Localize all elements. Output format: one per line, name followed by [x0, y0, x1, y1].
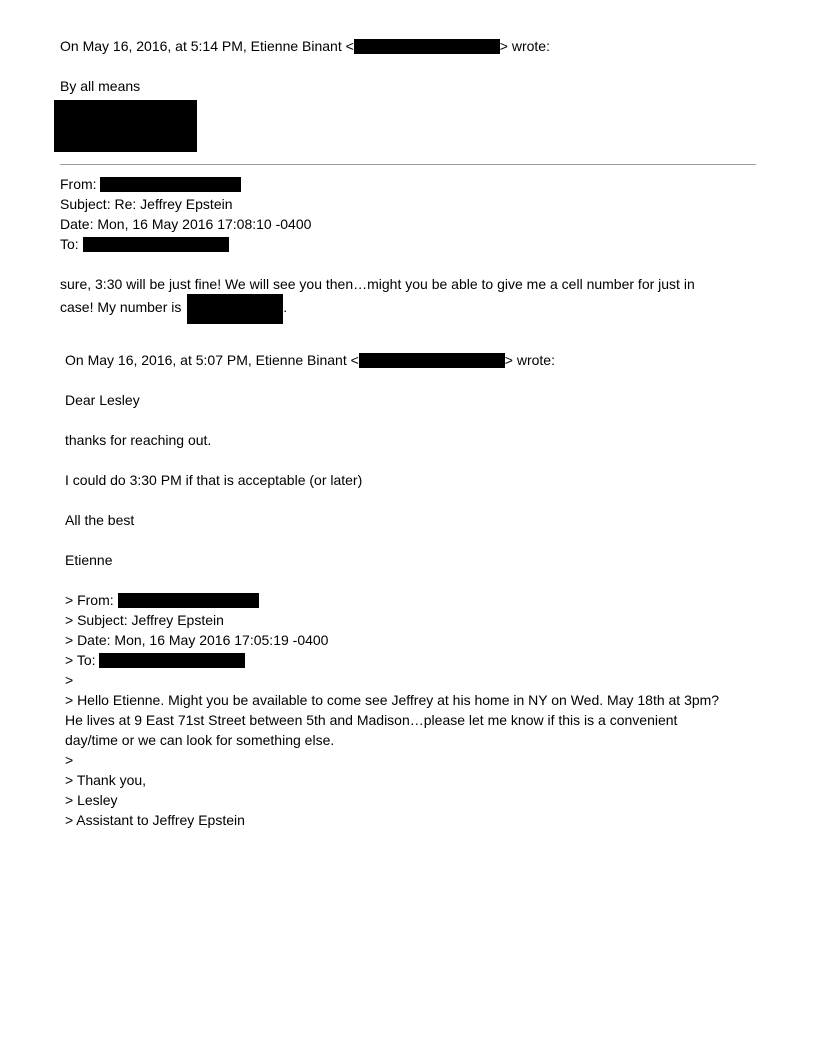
original-blank-2: >	[65, 752, 74, 768]
original-to	[65, 650, 245, 670]
redacted-email	[359, 353, 505, 368]
redacted-email	[354, 39, 500, 54]
quoted-header	[65, 350, 555, 370]
separator-rule	[60, 164, 756, 165]
redacted-from	[118, 593, 259, 608]
original-date: > Date: Mon, 16 May 2016 17:05:19 -0400	[65, 632, 329, 648]
message-to	[60, 234, 229, 254]
body-line-2-suffix: .	[283, 299, 288, 315]
reply-body: By all means	[60, 78, 141, 94]
body-line-2-prefix: case! My number is	[60, 299, 182, 315]
message-body-line-2	[60, 294, 287, 324]
quoted-header-prefix: On May 16, 2016, at 5:07 PM, Etienne Binant <	[65, 352, 359, 368]
redacted-from	[100, 177, 241, 192]
original-blank-1: >	[65, 672, 74, 688]
quoted-signature: Etienne	[65, 552, 113, 568]
quoted-line-2: I could do 3:30 PM if that is acceptable (or later)	[65, 472, 363, 488]
message-from	[60, 174, 241, 194]
original-body-line-1: > Hello Etienne. Might you be available to come see Jeffrey at his home in NY on Wed. May 18th at 3pm?	[65, 692, 720, 708]
reply-header-suffix: > wrote:	[499, 38, 550, 54]
message-subject: Subject: Re: Jeffrey Epstein	[60, 196, 233, 212]
original-from-label: > From:	[65, 592, 114, 608]
from-label: From:	[60, 176, 97, 192]
quoted-header-suffix: > wrote:	[504, 352, 555, 368]
original-from	[65, 590, 259, 610]
redacted-to	[83, 237, 229, 252]
original-to-label: > To:	[65, 652, 96, 668]
original-subject: > Subject: Jeffrey Epstein	[65, 612, 224, 628]
to-label: To:	[60, 236, 79, 252]
original-body-line-3: day/time or we can look for something else.	[65, 732, 335, 748]
original-thanks: > Thank you,	[65, 772, 147, 788]
redacted-signature-block	[54, 100, 197, 152]
message-date: Date: Mon, 16 May 2016 17:08:10 -0400	[60, 216, 312, 232]
original-title: > Assistant to Jeffrey Epstein	[65, 812, 245, 828]
quoted-line-1: thanks for reaching out.	[65, 432, 212, 448]
quoted-closing: All the best	[65, 512, 135, 528]
message-body-line-1: sure, 3:30 will be just fine! We will see you then…might you be able to give me a cell number for just in	[60, 276, 695, 292]
reply-header-prefix: On May 16, 2016, at 5:14 PM, Etienne Binant <	[60, 38, 354, 54]
redacted-phone	[187, 294, 283, 324]
redacted-to	[99, 653, 245, 668]
original-name: > Lesley	[65, 792, 118, 808]
reply-header	[60, 36, 550, 56]
quoted-greeting: Dear Lesley	[65, 392, 140, 408]
original-body-line-2: He lives at 9 East 71st Street between 5th and Madison…please let me know if this is a convenient	[65, 712, 678, 728]
